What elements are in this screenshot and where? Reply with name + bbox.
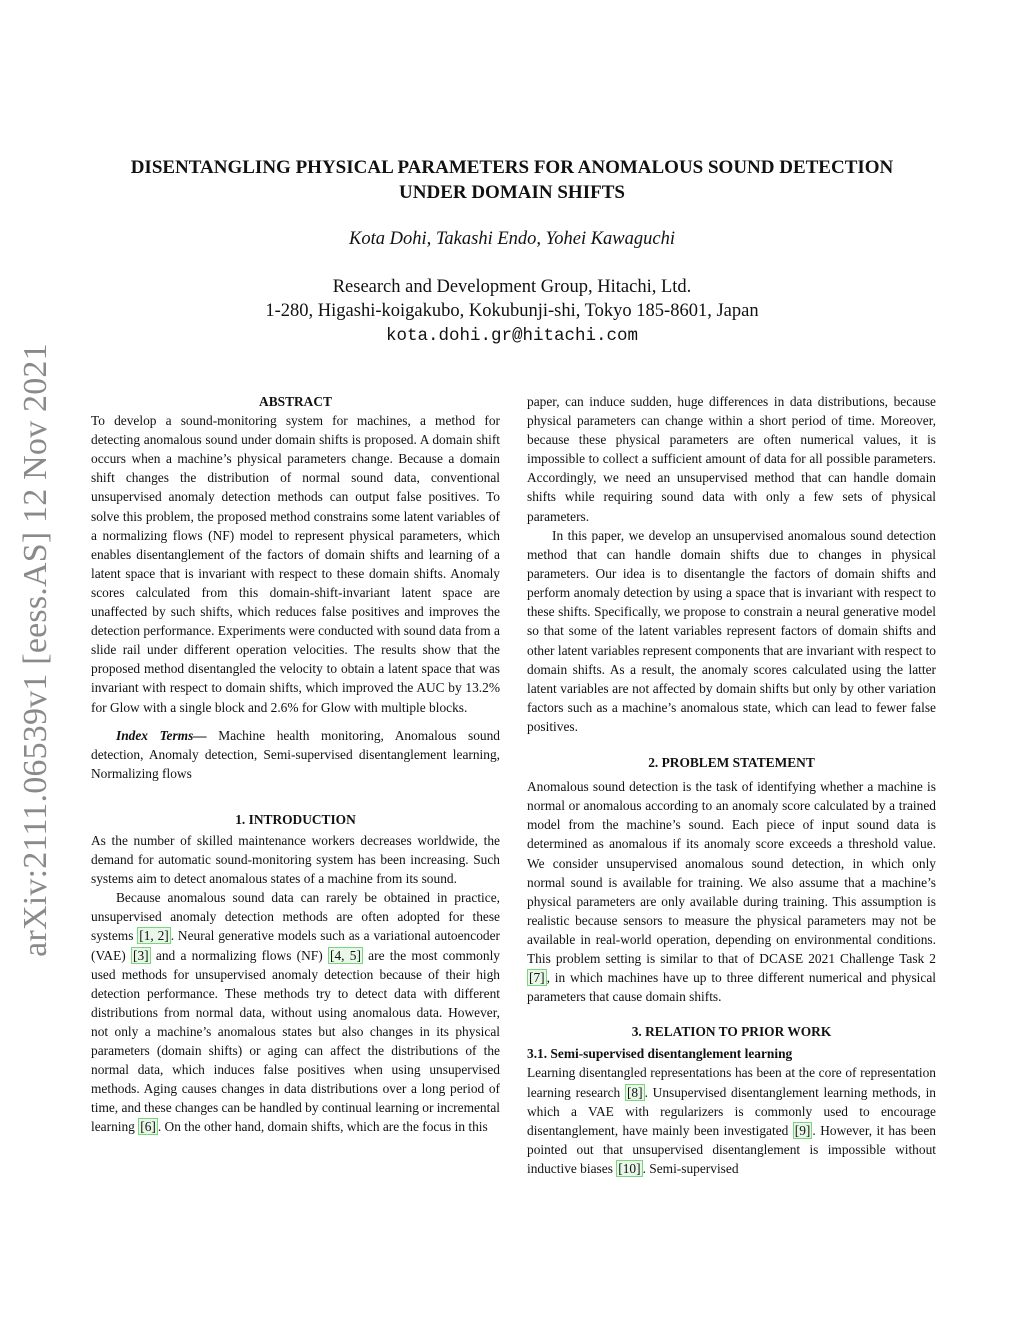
intro-p2-text-d: are the most commonly used methods for unsupervised anomaly detection because of their high detection performance. These methods try to detect data with different distributions from normal data, without using anomalous data. However, not only a machine’s anomalous states but also changes in its physical parameters (domain shifts) or aging can affect the distributions of the normal data, which induces false positives when using unsupervised methods. Aging causes changes in data distributions over a long period of time, and these changes can be handled by continual learning or incremental learning: [91, 947, 501, 1135]
left-column: [91, 392, 500, 1136]
citation-link[interactable]: [9]: [794, 1122, 811, 1138]
right-column-lower: [527, 526, 936, 1178]
index-terms-text: Machine health monitoring, Anomalous sound detection, Anomaly detection, Semi-supervised disentanglement learning, Normalizing flows: [91, 727, 500, 781]
author-list: Kota Dohi, Takashi Endo, Yohei Kawaguchi: [348, 229, 676, 249]
intro-p2-text-a: Because anomalous sound data can rarely be obtained in practice, unsupervised anomaly detection methods are often adopted for these systems: [91, 890, 500, 944]
index-terms: [91, 726, 500, 783]
subsection-heading: 3.1. Semi-supervised disentanglement learning: [527, 1046, 793, 1062]
title-line-1: DISENTANGLING PHYSICAL PARAMETERS FOR ANOMALOUS SOUND DETECTION: [130, 157, 894, 178]
problem-heading: 2. PROBLEM STATEMENT: [648, 755, 815, 771]
intro-p2-text-b: . Neural generative models such as a variational autoencoder (VAE): [91, 928, 500, 963]
prior-work-heading: 3. RELATION TO PRIOR WORK: [631, 1024, 832, 1040]
abstract-heading: ABSTRACT: [259, 394, 332, 409]
problem-paragraph: [527, 777, 936, 1006]
arxiv-sidebar: [8, 340, 64, 960]
prior-text-c: . However, it has been pointed out that unsupervised disentanglement is impossible without inductive biases: [527, 1122, 936, 1176]
citation-link[interactable]: [6]: [140, 1119, 156, 1135]
citation-link[interactable]: [7]: [529, 970, 545, 986]
author-email: kota.dohi.gr@hitachi.com: [385, 326, 639, 346]
citation-link[interactable]: [10]: [618, 1160, 641, 1176]
problem-text-a: Anomalous sound detection is the task of identifying whether a machine is normal or anomalous according to an anomaly score calculated by a trained model from the machine’s sound. Each piece of input sound data is determined as anomalous if its anomaly score exceeds a threshold value. We consider unsupervised anomalous sound detection, in which only normal sound is available for training. We also assume that a machine’s physical parameters are only available during training. This assumption is realistic because sensors to measure the physical parameters may not be available in real-world operation, depending on environmental conditions. This problem setting is similar to that of DCASE 2021 Challenge Task 2: [527, 779, 936, 966]
intro-paragraph-1: As the number of skilled maintenance workers decreases worldwide, the demand for automatic sound-monitoring system has been increasing. Such systems aim to detect anomalous states of a machine from its sound.: [91, 832, 500, 887]
prior-text-b: . Unsupervised disentanglement learning methods, in which a VAE with regularizers is commonly used to encourage disentanglement, have mainly been investigated: [527, 1084, 937, 1138]
citation-link[interactable]: [8]: [626, 1084, 643, 1100]
intro-p2-text-c: and a normalizing flows (NF): [150, 947, 328, 963]
abstract-text: To develop a sound-monitoring system for machines, a method for detecting anomalous sound under domain shifts is proposed. A domain shift occurs when a machine’s physical parameters change. Because a domain shift changes the distribution of normal sound data, conventional unsupervised anomaly detection methods can output false positives. To solve this problem, the proposed method constrains some latent variables of a normalizing flows (NF) model to represent physical parameters, which enables disentanglement of the factors of domain shifts and learning of a latent space that is invariant with respect to these domain shifts. Anomaly scores calculated from this domain-shift-invariant latent space are unaffected by such shifts, which reduces false positives and improves the detection performance. Experiments were conducted with sound data from a slide rail under different operation velocities. The results show that the proposed method disentangled the velocity to obtain a latent space that was invariant with respect to domain shifts, which improved the AUC by 13.2% for Glow with a single block and 2.6% for Glow with multiple blocks.: [91, 413, 501, 715]
title-line-2: UNDER DOMAIN SHIFTS: [399, 182, 625, 203]
problem-text-b: , in which machines have up to three different numerical and physical parameters that cause domain shifts.: [527, 970, 936, 1005]
prior-text-d: . Semi-supervised: [642, 1160, 739, 1176]
citation-link[interactable]: [4, 5]: [329, 947, 361, 963]
paper-title: [0, 155, 1024, 205]
prior-work-paragraph: [527, 1063, 936, 1178]
intro-paragraph-2: [91, 888, 500, 1136]
citation-link[interactable]: [3]: [132, 947, 149, 963]
intro-p2-text-e: . On the other hand, domain shifts, which are the focus in this: [157, 1119, 488, 1135]
index-terms-label: Index Terms—: [116, 727, 207, 743]
affiliation-line-1: Research and Development Group, Hitachi, Ltd.: [332, 277, 692, 297]
citation-link[interactable]: [1, 2]: [139, 928, 169, 944]
right-column-content: [527, 392, 936, 526]
intro-p2-continuation: paper, can induce sudden, huge differences in data distributions, because physical parameters can change within a short period of time. Moreover, because these physical parameters are often numerical values, it is impossible to collect a sufficient amount of data for all possible parameters. Accordingly, we need an unsupervised method that can handle domain shifts while requiring sound data with only a few sets of physical parameters.: [527, 394, 936, 524]
arxiv-identifier: arXiv:2111.06539v1 [eess.AS] 12 Nov 2021: [17, 343, 54, 957]
prior-text-a: Learning disentangled representations has been at the core of representation learning research: [527, 1065, 936, 1100]
intro-paragraph-3: In this paper, we develop an unsupervised anomalous sound detection method that can handle domain shifts due to changes in physical parameters. Our idea is to disentangle the factors of domain shifts and perform anomaly detection by using a space that is invariant with respect to these shifts. Specifically, we propose to constrain a neural generative model so that some of the latent variables represent factors of domain shifts and other latent variables represent components that are invariant with respect to domain shifts. As a result, the anomaly scores calculated using the latter latent variables are not affected by domain shifts but only by other variation factors such as a machine’s anomalous state, which can lead to fewer false positives.: [527, 528, 937, 734]
affiliation-line-2: 1-280, Higashi-koigakubo, Kokubunji-shi, Tokyo 185-8601, Japan: [265, 301, 759, 321]
intro-heading: 1. INTRODUCTION: [235, 811, 356, 827]
